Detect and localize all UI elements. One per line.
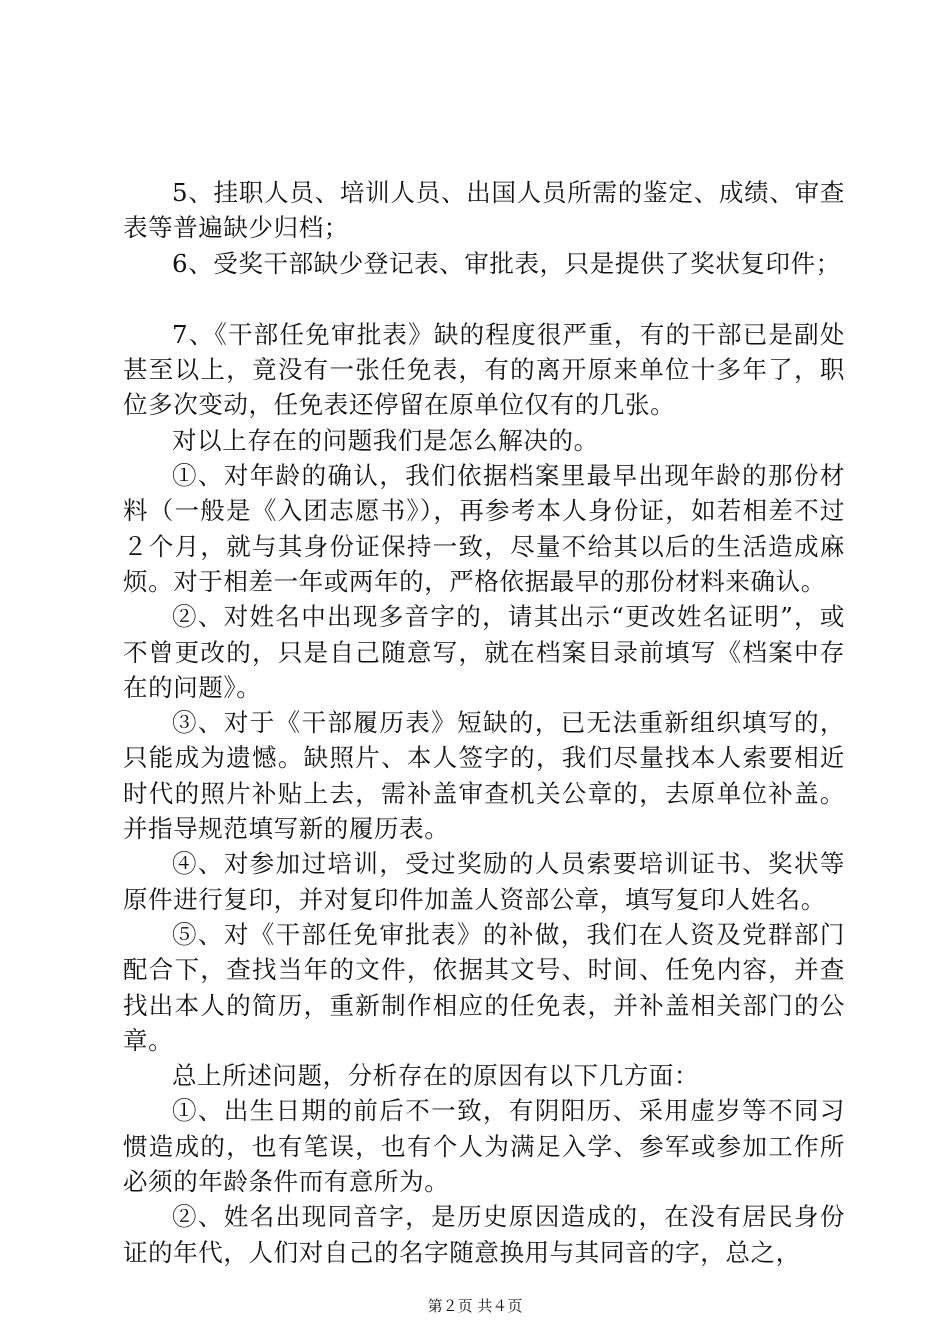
paragraph-causes-intro: 总上所述问题，分析存在的原因有以下几方面：	[172, 1061, 700, 1091]
paragraph-item-7: 7、《干部任免审批表》缺的程度很严重，有的干部已是副处甚至以上，竟没有一张任免表，有的离开原来单位十多年了，职位多次变动，任免表还停留在原单位仅有的几张。	[123, 319, 845, 420]
paragraph-cause-1: ①、出生日期的前后不一致，有阴阳历、采用虚岁等不同习惯造成的，也有笔误，也有个人为满足入学、参军或参加工作所必须的年龄条件而有意所为。	[123, 1096, 845, 1197]
paragraph-item-5: 5、挂职人员、培训人员、出国人员所需的鉴定、成绩、审查表等普遍缺少归档；	[123, 178, 845, 243]
page-number-label: 第２页 共４页	[427, 1297, 523, 1315]
paragraph-solution-1: ①、对年龄的确认，我们依据档案里最早出现年龄的那份材料（一般是《入团志愿书》），再参考本人身份证，如若相差不过２个月，就与其身份证保持一致，尽量不给其以后的生活造成麻烦。对于相差一年或两年的，严格依据最早的那份材料来确认。	[123, 461, 845, 596]
paragraph-solution-5: ⑤、对《干部任免审批表》的补做，我们在人资及党群部门配合下，查找当年的文件，依据其文号、时间、任免内容，并查找出本人的简历，重新制作相应的任免表，并补盖相关部门的公章。	[123, 919, 845, 1055]
paragraph-cause-2: ②、姓名出现同音字，是历史原因造成的，在没有居民身份证的年代，人们对自己的名字随意换用与其同音的字，总之，	[123, 1202, 845, 1267]
paragraph-gap	[123, 281, 845, 317]
paragraph-item-6: 6、受奖干部缺少登记表、审批表，只是提供了奖状复印件；	[172, 248, 841, 278]
paragraph-solution-3: ③、对于《干部履历表》短缺的，已无法重新组织填写的，只能成为遗憾。缺照片、本人签字的，我们尽量找本人索要相近时代的照片补贴上去，需补盖审查机关公章的，去原单位补盖。并指导规范填写新的履历表。	[123, 708, 845, 844]
page-footer	[0, 1296, 950, 1316]
body-text	[123, 175, 845, 1270]
paragraph-solution-2: ②、对姓名中出现多音字的，请其出示“更改姓名证明”，或不曾更改的，只是自己随意写，就在档案目录前填写《档案中存在的问题》。	[123, 602, 845, 702]
paragraph-solutions-intro: 对以上存在的问题我们是怎么解决的。	[172, 425, 599, 455]
paragraph-solution-4: ④、对参加过培训，受过奖励的人员索要培训证书、奖状等原件进行复印，并对复印件加盖人资部公章，填写复印人姓名。	[123, 849, 845, 914]
